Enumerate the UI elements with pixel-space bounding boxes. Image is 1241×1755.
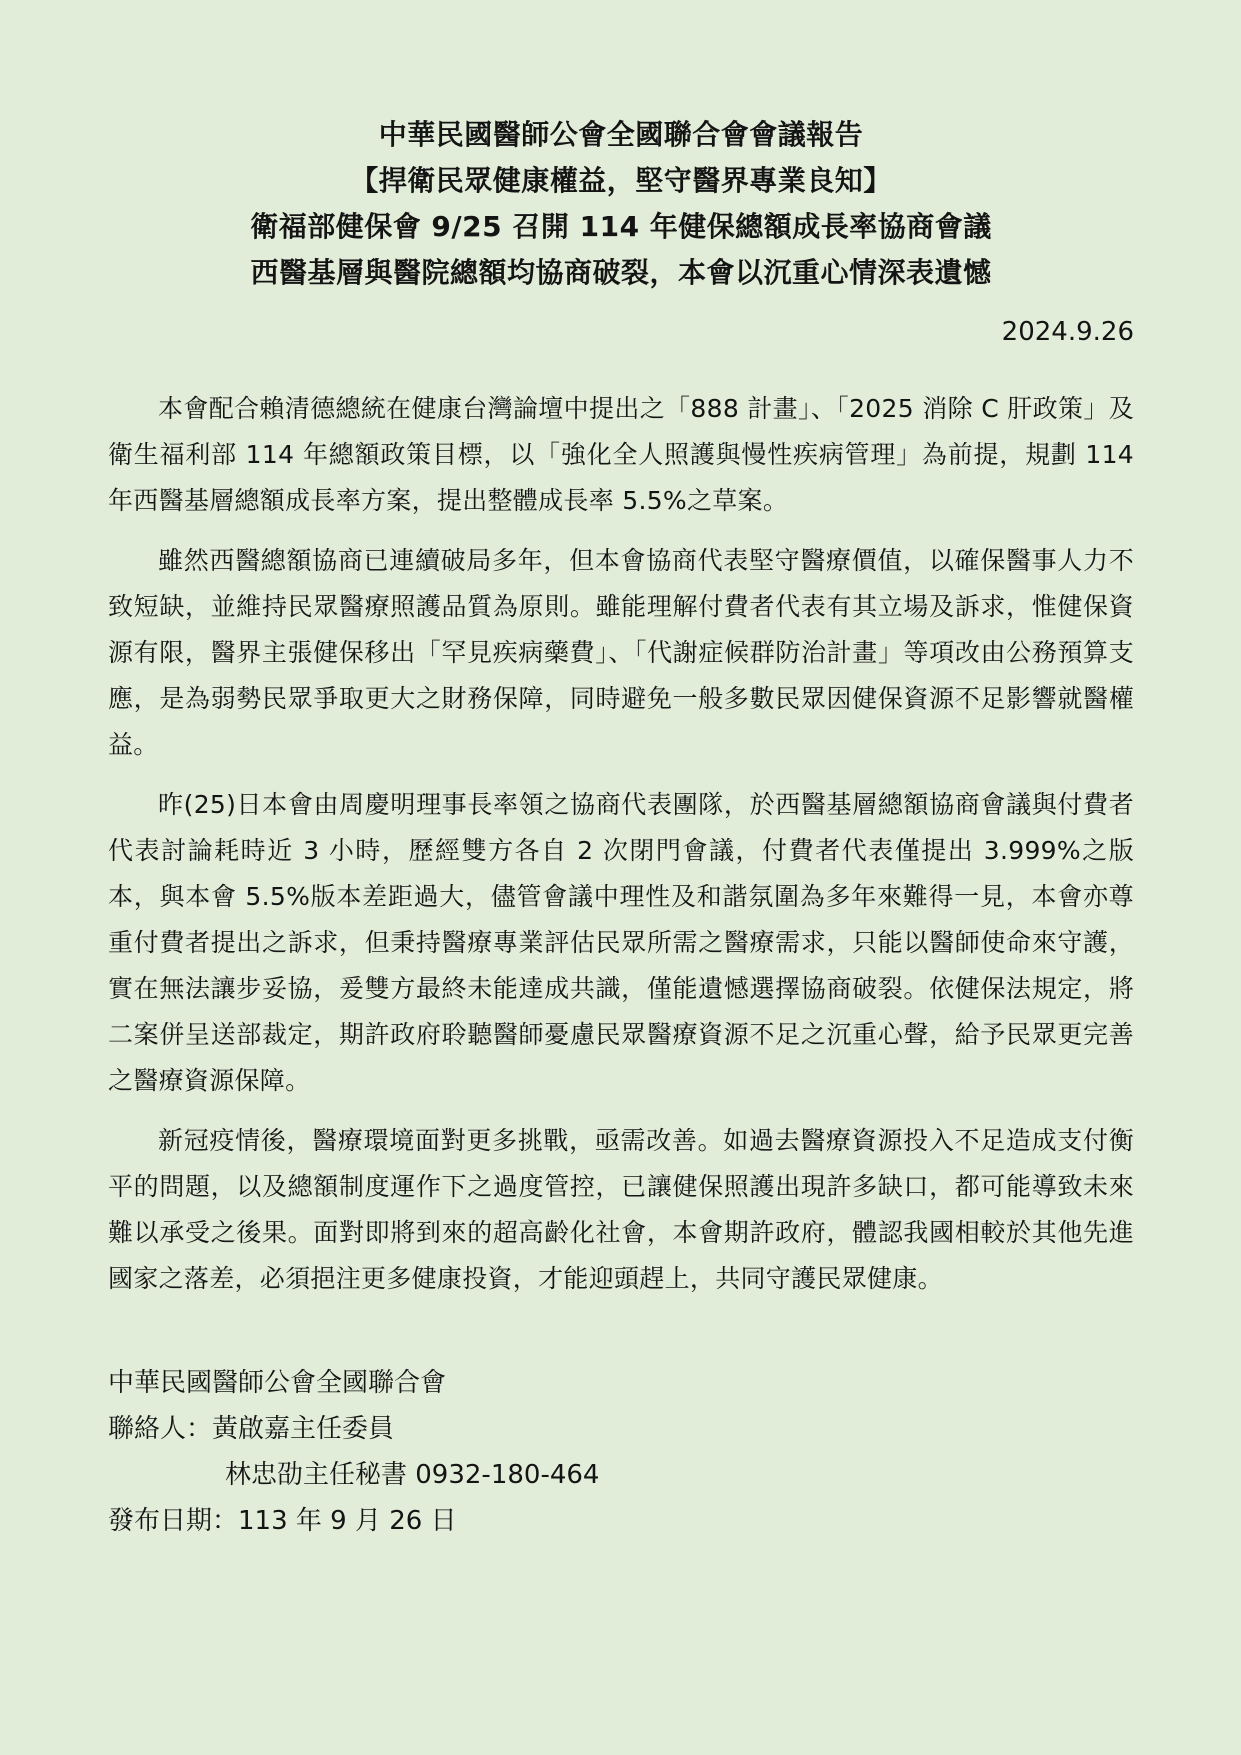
signature-contact-2: 林忠劭主任秘書 0932-180-464	[225, 1460, 600, 1490]
paragraph-1: 本會配合賴清德總統在健康台灣論壇中提出之「888 計畫」、「2025 消除 C 肝政策」及衛生福利部 114 年總額政策目標，以「強化全人照護與慢性疾病管理」為前提，規劃 114 年西醫基層總額成長率方案，提出整體成長率 5.5%之草案。	[108, 394, 1134, 515]
title-line-4: 西醫基層與醫院總額均協商破裂，本會以沉重心情深表遺憾	[250, 256, 992, 289]
title-block	[108, 112, 1134, 296]
signature-contact-1: 聯絡人：黃啟嘉主任委員	[108, 1414, 395, 1444]
signature-org: 中華民國醫師公會全國聯合會	[108, 1368, 447, 1398]
paragraph-2: 雖然西醫總額協商已連續破局多年，但本會協商代表堅守醫療價值，以確保醫事人力不致短缺，並維持民眾醫療照護品質為原則。雖能理解付費者代表有其立場及訴求，惟健保資源有限，醫界主張健保移出「罕見疾病藥費」、「代謝症候群防治計畫」等項改由公務預算支應，是為弱勢民眾爭取更大之財務保障，同時避免一般多數民眾因健保資源不足影響就醫權益。	[108, 546, 1134, 759]
title-line-1: 中華民國醫師公會全國聯合會會議報告	[378, 118, 864, 151]
paragraph-3: 昨(25)日本會由周慶明理事長率領之協商代表團隊，於西醫基層總額協商會議與付費者代表討論耗時近 3 小時，歷經雙方各自 2 次閉門會議，付費者代表僅提出 3.999%之版本，與本會 5.5%版本差距過大，儘管會議中理性及和諧氛圍為多年來難得一見，本會亦尊重付費者提出之訴求，但秉持醫療專業評估民眾所需之醫療需求，只能以醫師使命來守護，實在無法讓步妥協，爰雙方最終未能達成共識，僅能遺憾選擇協商破裂。依健保法規定，將二案併呈送部裁定，期許政府聆聽醫師憂慮民眾醫療資源不足之沉重心聲，給予民眾更完善之醫療資源保障。	[108, 790, 1134, 1095]
signature-block	[108, 1360, 1134, 1544]
title-line-3: 衛福部健保會 9/25 召開 114 年健保總額成長率協商會議	[250, 210, 992, 243]
body-text	[108, 386, 1134, 1302]
paragraph-4: 新冠疫情後，醫療環境面對更多挑戰，亟需改善。如過去醫療資源投入不足造成支付衡平的問題，以及總額制度運作下之過度管控，已讓健保照護出現許多缺口，都可能導致未來難以承受之後果。面對即將到來的超高齡化社會，本會期許政府，體認我國相較於其他先進國家之落差，必須挹注更多健康投資，才能迎頭趕上，共同守護民眾健康。	[108, 1126, 1134, 1293]
press-release-page	[108, 112, 1134, 1544]
title-line-2: 【捍衛民眾健康權益，堅守醫界專業良知】	[350, 164, 892, 197]
signature-release-date: 發布日期：113 年 9 月 26 日	[108, 1506, 457, 1536]
document-date: 2024.9.26	[1001, 317, 1134, 347]
